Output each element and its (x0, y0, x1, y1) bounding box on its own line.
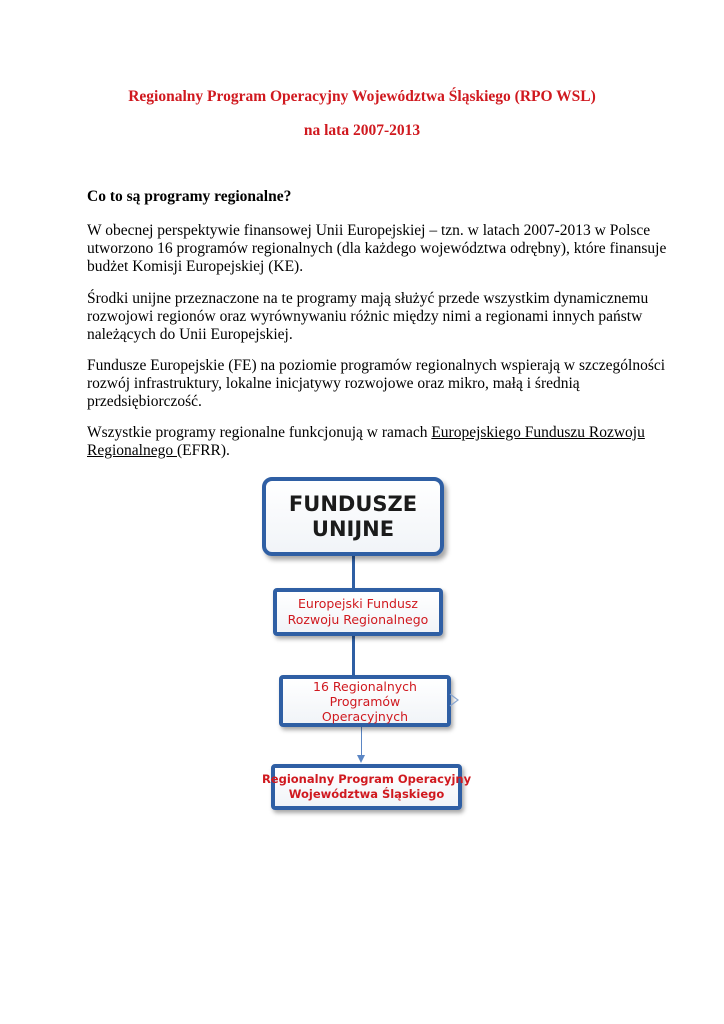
diagram-box-label: UNIJNE (311, 516, 395, 541)
paragraph-line: budżet Komisji Europejskiej (KE). (87, 258, 304, 275)
connector-line (361, 727, 362, 756)
diagram-box-label: Regionalny Program Operacyjny (261, 772, 472, 786)
diagram-box-label: Województwa Śląskiego (288, 787, 445, 801)
paragraph-text: (EFRR). (176, 442, 230, 459)
document-subtitle: na lata 2007-2013 (303, 122, 421, 139)
paragraph-line: przedsiębiorczość. (87, 393, 202, 410)
paragraph-line (87, 442, 647, 460)
diagram-box-label: Europejski Fundusz (298, 596, 418, 611)
diagram-box-erdf (273, 588, 443, 636)
diagram-box-16-regional-programs (279, 675, 451, 727)
paragraph-line: należących do Unii Europejskiej. (87, 326, 293, 343)
paragraph-line: rozwojowi regionów oraz wyrównywaniu różnic między nimi a regionami innych państw (87, 308, 643, 325)
paragraph-1 (87, 222, 667, 276)
side-arrow-icon (449, 693, 461, 707)
paragraph-line: utworzono 16 programów regionalnych (dla każdego województwa odrębny), które finansuje (87, 240, 667, 257)
connector-line (352, 556, 355, 588)
diagram-box-rpo-wsl (261, 764, 472, 810)
efrr-link-part-1[interactable]: Europejskiego Funduszu Rozwoju (431, 424, 645, 441)
paragraph-line: rozwój infrastruktury, lokalne inicjatywy rozwojowe oraz mikro, małą i średnią (87, 375, 580, 392)
paragraph-2 (87, 290, 647, 344)
paragraph-line: W obecnej perspektywie finansowej Unii Europejskiej – tzn. w latach 2007-2013 w Polsce (87, 222, 651, 239)
diagram-box-label: Rozwoju Regionalnego (287, 612, 429, 627)
paragraph-4 (87, 424, 647, 460)
connector-line (352, 636, 355, 675)
paragraph-line: Środki unijne przeznaczone na te programy mają służyć przede wszystkim dynamicznemu (87, 290, 649, 307)
arrow-down-icon (357, 755, 365, 763)
diagram-box-label: Operacyjnych (321, 708, 409, 724)
diagram-box-label: Programów (329, 693, 401, 709)
paragraph-line: Fundusze Europejskie (FE) na poziomie programów regionalnych wspierają w szczególności (87, 357, 666, 374)
diagram-box-label: FUNDUSZE (288, 491, 418, 516)
paragraph-line (87, 424, 647, 442)
paragraph-text: Wszystkie programy regionalne funkcjonują w ramach (87, 424, 432, 441)
efrr-link-part-2[interactable]: Regionalnego (87, 442, 177, 459)
document-title: Regionalny Program Operacyjny Województwa Śląskiego (RPO WSL) (128, 88, 596, 105)
diagram-box-eu-funds (262, 477, 444, 556)
paragraph-3 (87, 357, 666, 411)
section-heading: Co to są programy regionalne? (87, 188, 292, 205)
diagram-box-label: 16 Regionalnych (313, 678, 417, 694)
